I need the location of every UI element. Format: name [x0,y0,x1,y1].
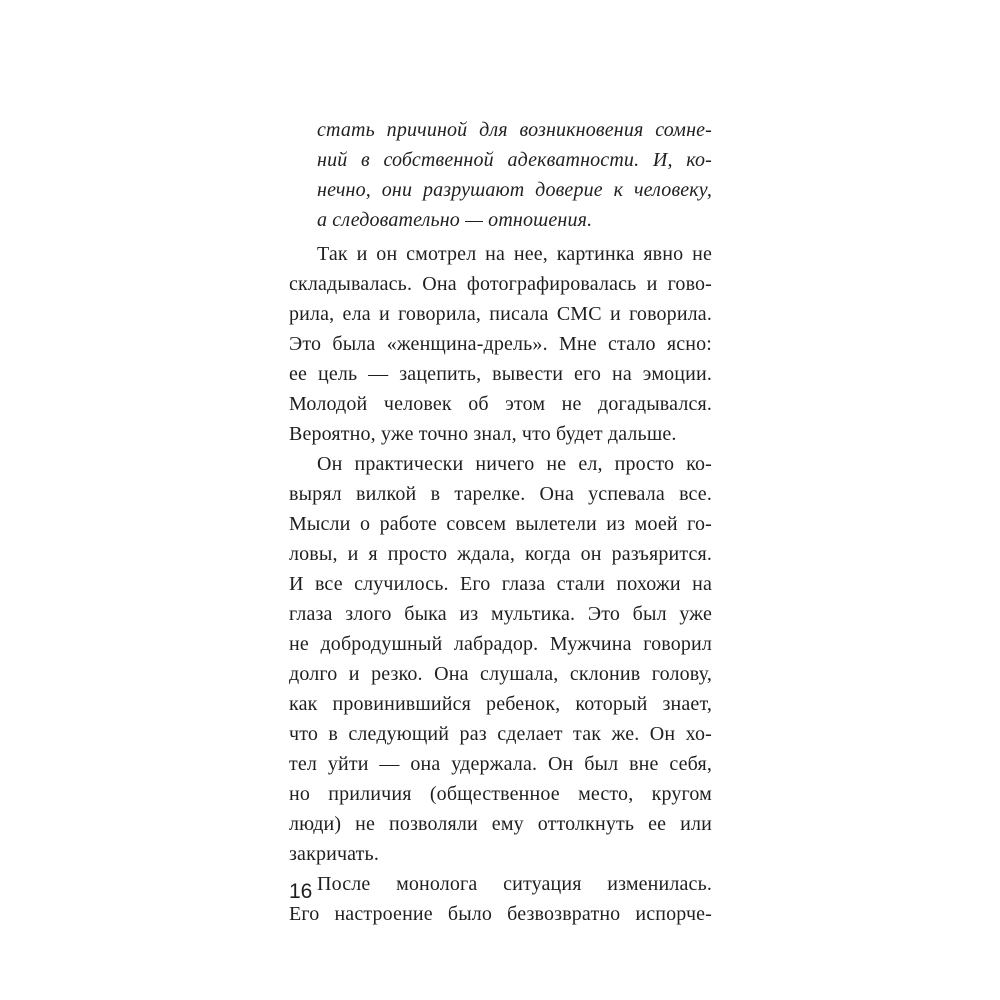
body-line: Так и он смотрел на нее, картинка явно не [317,243,712,265]
body-line: Вероятно, уже точно знал, что будет дальше. [289,423,677,445]
body-line: Он практически ничего не ел, просто ко- [317,453,712,475]
quote-line: нечно, они разрушают доверие к человеку, [317,179,712,201]
body-line: Его настроение было безвозвратно испорче- [289,903,712,925]
body-text [289,239,712,929]
body-line: рила, ела и говорила, писала СМС и говорила. [289,303,712,325]
body-line: не добродушный лабрадор. Мужчина говорил [289,633,712,655]
quote-line: стать причиной для возникновения сомне- [317,119,712,141]
body-line: складывалась. Она фотографировалась и гово- [289,273,712,295]
page-number: 16 [289,880,313,903]
quote-line: а следовательно — отношения. [317,209,593,231]
body-line: ловы, и я просто ждала, когда он разъярится. [289,543,712,565]
body-line: люди) не позволяли ему оттолкнуть ее или [289,813,712,835]
body-line: как провинившийся ребенок, который знает, [289,693,712,715]
body-line: глаза злого быка из мультика. Это был уже [289,603,712,625]
body-line: И все случилось. Его глаза стали похожи на [289,573,712,595]
body-line: вырял вилкой в тарелке. Она успевала все. [289,483,712,505]
body-line: После монолога ситуация изменилась. [317,873,712,895]
body-line: тел уйти — она удержала. Он был вне себя, [289,753,712,775]
body-line: закричать. [289,843,379,865]
body-line: ее цель — зацепить, вывести его на эмоции. [289,363,712,385]
italic-quote-block [289,115,712,235]
body-line: Это была «женщина-дрель». Мне стало ясно: [289,333,712,355]
body-line: долго и резко. Она слушала, склонив голову, [289,663,712,685]
body-line: Мысли о работе совсем вылетели из моей го- [289,513,712,535]
body-line: что в следующий раз сделает так же. Он хо- [289,723,712,745]
quote-line: ний в собственной адекватности. И, ко- [317,149,712,171]
body-line: Молодой человек об этом не догадывался. [289,393,712,415]
body-line: но приличия (общественное место, кругом [289,783,712,805]
